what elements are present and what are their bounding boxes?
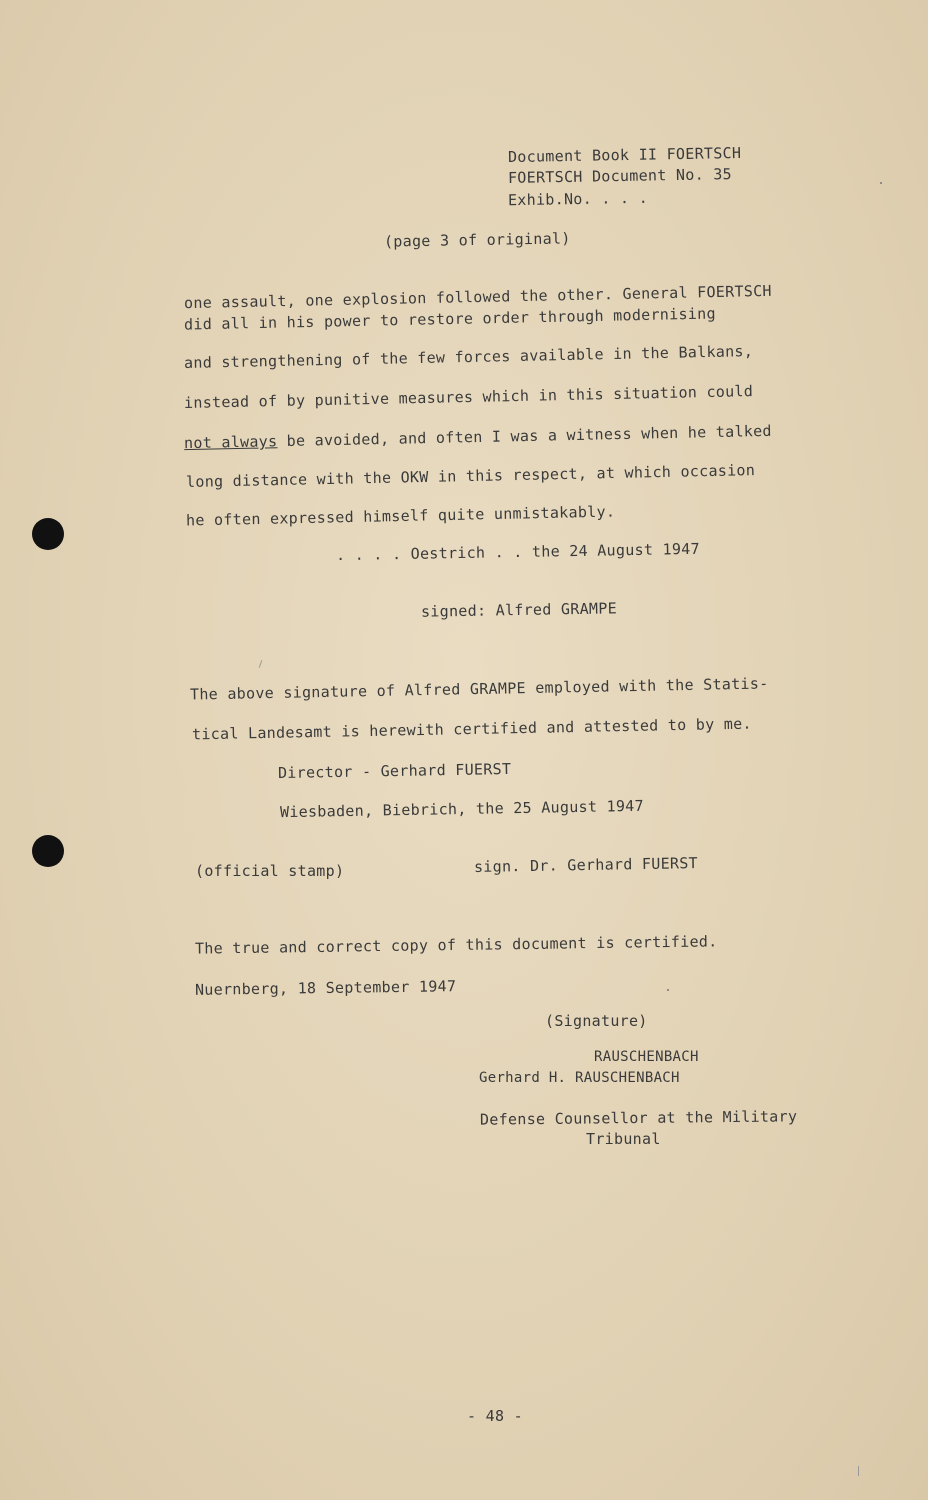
body-line-5-rest: be avoided, and often I was a witness when he talked: [277, 421, 772, 451]
defense-counsel-title-2: Tribunal: [586, 1130, 661, 1148]
place-date-oestrich: . . . . Oestrich . . the 24 August 1947: [335, 539, 701, 565]
signed-grampe: signed: Alfred GRAMPE: [420, 599, 618, 621]
cert-line-2: tical Landesamt is herewith certified and attested to by me.: [191, 714, 752, 744]
cert-line-1: The above signature of Alfred GRAMPE employed with the Statis-: [189, 674, 769, 704]
copy-cert-line: The true and correct copy of this document is certified.: [194, 932, 718, 958]
page-reference: (page 3 of original): [383, 229, 571, 251]
signature-name-full: Gerhard H. RAUSCHENBACH: [479, 1070, 680, 1086]
margin-mark: [259, 660, 263, 668]
underlined-phrase: not always: [183, 432, 278, 453]
header-exhibit-number: Exhib.No. . . .: [507, 188, 649, 210]
page-number: - 48 -: [467, 1407, 523, 1425]
cert-director: Director - Gerhard FUERST: [277, 759, 512, 783]
body-line-6: long distance with the OKW in this respect, at which occasion: [185, 461, 756, 491]
copy-cert-place-date: Nuernberg, 18 September 1947: [194, 977, 457, 999]
body-line-2: did all in his power to restore order through modernising: [183, 304, 716, 334]
body-line-1: one assault, one explosion followed the other. General FOERTSCH: [183, 281, 772, 313]
speck: [667, 989, 669, 991]
punch-hole-upper: [32, 518, 64, 550]
punch-hole-lower: [32, 835, 64, 867]
body-line-3: and strengthening of the few forces available in the Balkans,: [183, 342, 754, 372]
header-doc-book: Document Book II FOERTSCH: [507, 143, 742, 167]
body-line-5: [184, 422, 772, 452]
defense-counsel-title: Defense Counsellor at the Military: [479, 1107, 798, 1129]
cert-place-date: Wiesbaden, Biebrich, the 25 August 1947: [279, 796, 645, 822]
margin-mark: [858, 1466, 859, 1476]
speck: [880, 182, 882, 184]
body-line-4: instead of by punitive measures which in this situation could: [183, 382, 754, 412]
cert-sign: sign. Dr. Gerhard FUERST: [473, 854, 699, 876]
signature-name-upper: RAUSCHENBACH: [594, 1049, 699, 1065]
body-line-7: he often expressed himself quite unmistakably.: [185, 502, 616, 530]
copy-cert-signature: (Signature): [545, 1012, 648, 1030]
official-stamp: (official stamp): [195, 862, 345, 880]
header-doc-number: FOERTSCH Document No. 35: [507, 165, 733, 187]
